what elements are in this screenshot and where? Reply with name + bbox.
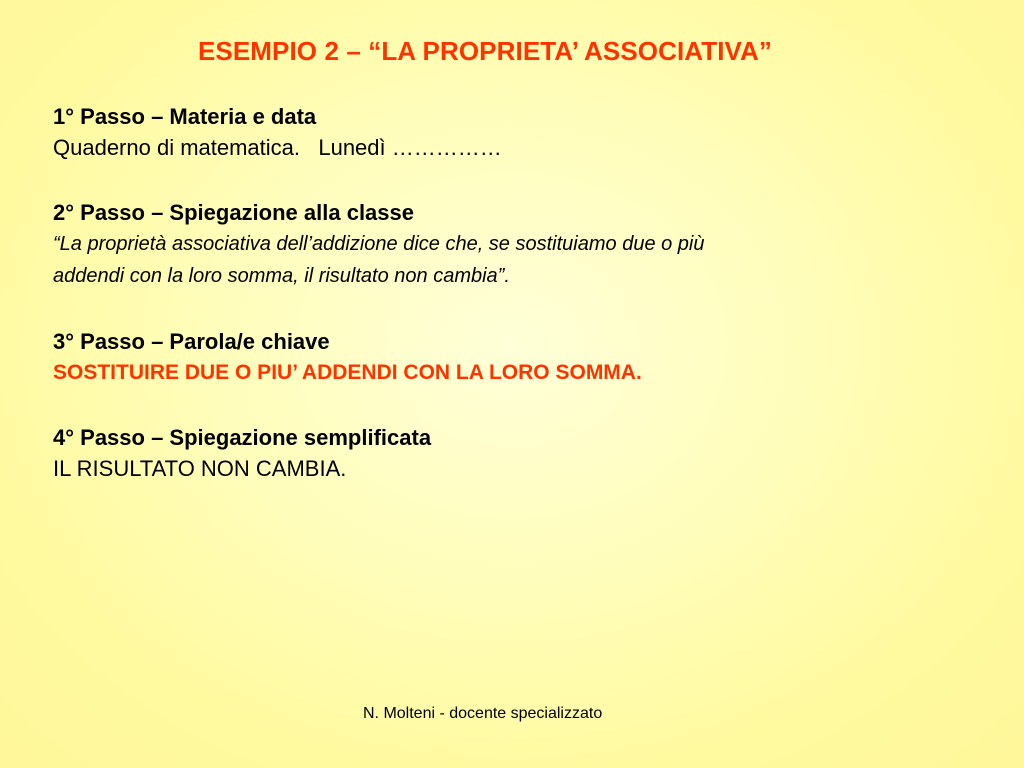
slide-content	[53, 101, 973, 484]
spacer	[53, 163, 973, 197]
step-4	[53, 422, 973, 484]
slide-title: ESEMPIO 2 – “LA PROPRIETA’ ASSOCIATIVA”	[197, 36, 773, 66]
step-2-quote-line-2: addendi con la loro somma, il risultato non cambia”.	[53, 265, 510, 287]
spacer	[53, 292, 973, 326]
step-3-keyword: SOSTITUIRE DUE O PIU’ ADDENDI CON LA LORO SOMMA.	[53, 361, 642, 384]
step-3	[53, 326, 973, 388]
step-2-quote-line-1: “La proprietà associativa dell’addizione dice che, se sostituiamo due o più	[53, 233, 705, 255]
step-1-heading: 1° Passo – Materia e data	[53, 104, 317, 129]
spacer	[53, 388, 973, 422]
step-2	[53, 197, 973, 292]
step-1-text: Quaderno di matematica. Lunedì ……………	[53, 135, 502, 160]
step-4-heading: 4° Passo – Spiegazione semplificata	[53, 425, 432, 450]
slide-footer: N. Molteni - docente specializzato	[363, 705, 603, 722]
step-4-text: IL RISULTATO NON CAMBIA.	[53, 456, 347, 481]
step-1	[53, 101, 973, 163]
step-2-heading: 2° Passo – Spiegazione alla classe	[53, 200, 414, 225]
step-3-heading: 3° Passo – Parola/e chiave	[53, 329, 330, 354]
